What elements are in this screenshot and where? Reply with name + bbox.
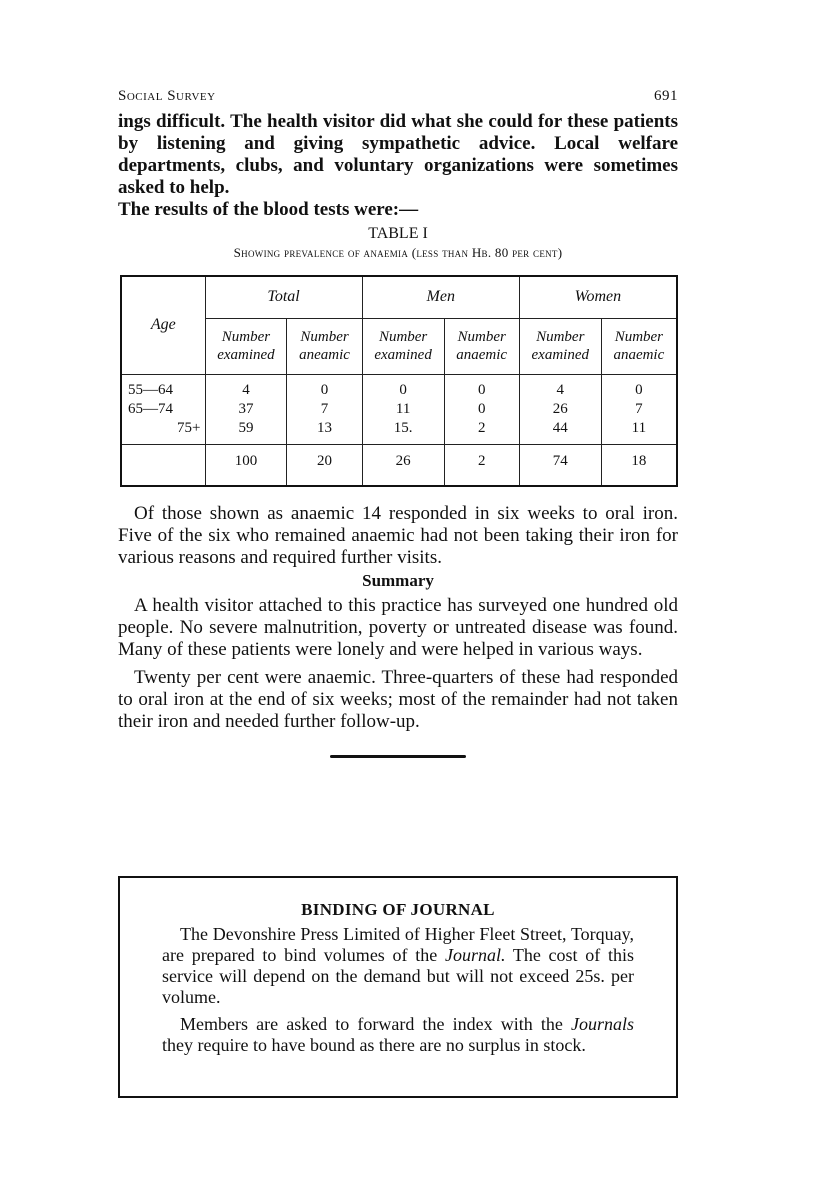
table-cell: 37 <box>205 400 287 419</box>
notice-paragraph-1 <box>162 924 634 1008</box>
row-age: 75+ <box>121 419 205 445</box>
subhead-men-examined: Number examined <box>362 318 444 374</box>
table-row <box>121 374 677 400</box>
blood-tests-lead-in: The results of the blood tests were:— <box>118 199 419 220</box>
total-cell: 26 <box>362 444 444 486</box>
notice-p2-journals: Journals <box>571 1014 634 1034</box>
subhead-men-anaemic: Number anaemic <box>444 318 519 374</box>
age-column-header: Age <box>121 276 205 374</box>
notice-p1-journal: Journal. <box>444 945 506 965</box>
table-cell: 44 <box>519 419 601 445</box>
table-cell: 4 <box>519 374 601 400</box>
notice-heading: BINDING OF JOURNAL <box>301 900 495 919</box>
subhead-total-anaemic: Number aneamic <box>287 318 362 374</box>
row-age: 55—64 <box>121 374 205 400</box>
table-cell: 15. <box>362 419 444 445</box>
table-cell: 0 <box>601 374 677 400</box>
page-number: 691 <box>654 88 678 104</box>
row-age: 65—74 <box>121 400 205 419</box>
intro-paragraph: ings difficult. The health visitor did what she could for these patients by listening and giving sympathetic advice. Local welfare departments, clubs, and voluntary organizations were sometimes asked to help. <box>118 111 678 198</box>
table-cell: 26 <box>519 400 601 419</box>
totals-row <box>121 444 677 486</box>
table-title: TABLE I <box>368 225 428 242</box>
table-cell: 7 <box>287 400 362 419</box>
group-header-total: Total <box>205 276 362 318</box>
subhead-women-examined: Number examined <box>519 318 601 374</box>
notice-p1-text-b: The cost of this service will depend on the demand but will not exceed 25s. per volume. <box>162 945 634 1007</box>
page-content <box>118 88 678 758</box>
notice-p2-text-a: Members are asked to forward the index with the <box>180 1014 571 1034</box>
table-cell: 7 <box>601 400 677 419</box>
table-cell: 13 <box>287 419 362 445</box>
table-cell: 59 <box>205 419 287 445</box>
subhead-total-examined: Number examined <box>205 318 287 374</box>
total-cell: 100 <box>205 444 287 486</box>
total-cell: 20 <box>287 444 362 486</box>
table-row <box>121 400 677 419</box>
summary-paragraph-2: Twenty per cent were anaemic. Three-quarters of these had responded to oral iron at the end of six weeks; most of the remainder had not taken their iron and needed further follow-up. <box>118 667 678 732</box>
after-table-paragraph: Of those shown as anaemic 14 responded in six weeks to oral iron. Five of the six who remained anaemic had not been taking their iron for various reasons and required further visits. <box>118 503 678 568</box>
section-title: Social Survey <box>118 88 216 104</box>
summary-paragraph-1: A health visitor attached to this practice has surveyed one hundred old people. No severe malnutrition, poverty or untreated disease was found. Many of these patients were lonely and were helped in various ways. <box>118 595 678 660</box>
table-caption: Showing prevalence of anaemia (less than Hb. 80 per cent) <box>233 245 563 260</box>
notice-p1-text-a: The Devonshire Press Limited of Higher Fleet Street, Torquay, are prepared to bind volumes of the <box>162 924 634 965</box>
table-row <box>121 419 677 445</box>
total-cell: 18 <box>601 444 677 486</box>
total-cell: 2 <box>444 444 519 486</box>
binding-notice-box <box>118 876 678 1098</box>
notice-paragraph-2 <box>162 1014 634 1056</box>
table-cell: 0 <box>287 374 362 400</box>
totals-age-blank <box>121 444 205 486</box>
table-cell: 0 <box>444 374 519 400</box>
notice-p2-text-b: they require to have bound as there are no surplus in stock. <box>162 1035 586 1055</box>
table-cell: 0 <box>444 400 519 419</box>
table-cell: 11 <box>362 400 444 419</box>
anaemia-table <box>120 275 678 487</box>
table-cell: 0 <box>362 374 444 400</box>
table-cell: 2 <box>444 419 519 445</box>
group-header-women: Women <box>519 276 677 318</box>
section-rule <box>330 755 466 758</box>
table-cell: 11 <box>601 419 677 445</box>
table-cell: 4 <box>205 374 287 400</box>
running-head <box>118 88 678 105</box>
summary-heading: Summary <box>362 571 434 590</box>
group-header-men: Men <box>362 276 519 318</box>
subhead-women-anaemic: Number anaemic <box>601 318 677 374</box>
total-cell: 74 <box>519 444 601 486</box>
